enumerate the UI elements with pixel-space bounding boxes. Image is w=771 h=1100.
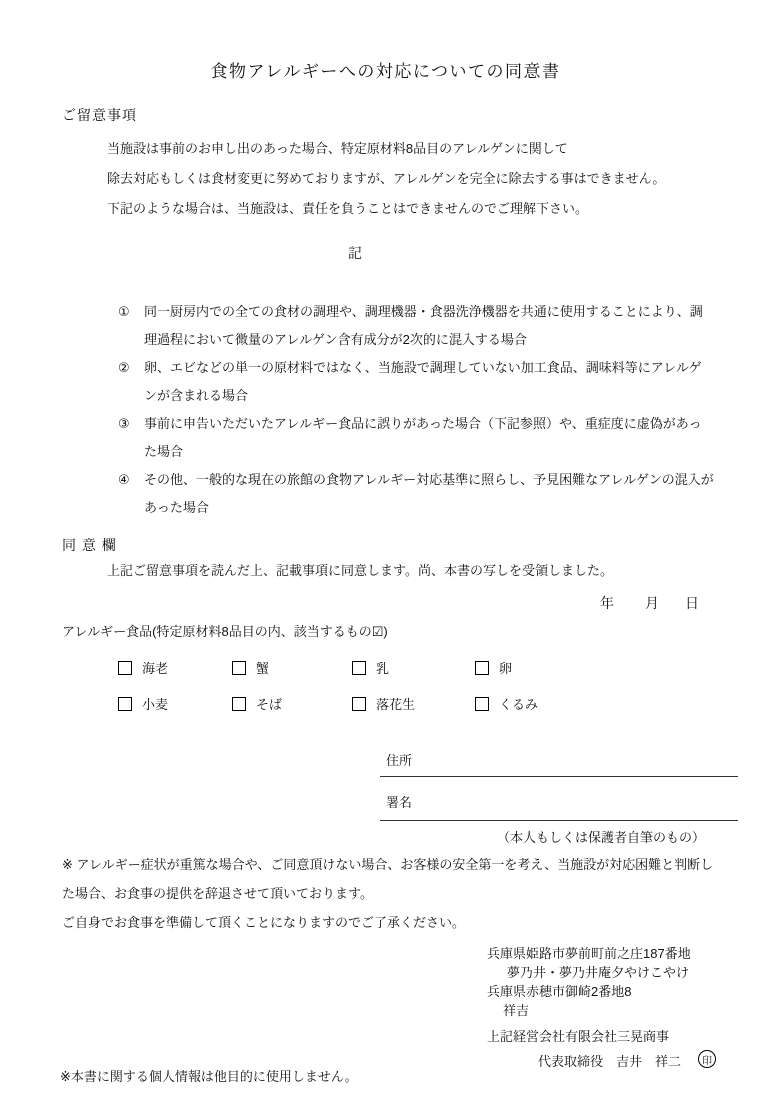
- list-item-text: その他、一般的な現在の旅館の食物アレルギー対応基準に照らし、予見困難なアレルゲンの混入があった場合: [144, 472, 714, 515]
- allergy-item-ebi: [118, 658, 168, 677]
- list-item-number: ④: [118, 472, 130, 487]
- ki-label: 記: [348, 245, 362, 261]
- checkbox-egg[interactable]: [475, 661, 489, 675]
- list-item-text: 同一厨房内での全ての食材の調理や、調理機器・食器洗浄機器を共通に使用することにより、調理過程において微量のアレルゲン含有成分が2次的に混入する場合: [144, 304, 703, 347]
- list-item: [118, 466, 714, 522]
- allergy-item-label: 落花生: [376, 697, 416, 712]
- list-item: [118, 298, 714, 354]
- allergy-item-walnut: [475, 694, 538, 713]
- allergy-item-milk: [352, 658, 389, 677]
- facility-address-1: 兵庫県姫路市夢前町前之庄187番地: [487, 946, 691, 961]
- notes-line: 下記のような場合は、当施設は、責任を負うことはできませんのでご理解下さい。: [107, 201, 589, 216]
- checkbox-wheat[interactable]: [118, 697, 132, 711]
- allergy-item-label: 小麦: [142, 697, 169, 712]
- signature-input-line[interactable]: [380, 792, 738, 821]
- privacy-note: ※本書に関する個人情報は他目的に使用しません。: [60, 1069, 358, 1084]
- company-name: 上記経営会社有限会社三晃商事: [487, 1029, 670, 1044]
- disclaimer-paragraph: ご自身でお食事を準備して頂くことになりますのでご了承ください。: [62, 915, 466, 930]
- allergy-food-label: アレルギー食品(特定原材料8品目の内、該当するもの☑): [62, 624, 388, 639]
- allergy-item-wheat: [118, 694, 168, 713]
- notes-line: 当施設は事前のお申し出のあった場合、特定原材料8品目のアレルゲンに関して: [107, 141, 568, 156]
- date-day-label: 日: [685, 595, 699, 611]
- signature-label: 署名: [386, 795, 413, 810]
- agreement-heading: 同 意 欄: [62, 537, 117, 553]
- notes-line: 除去対応もしくは食材変更に努めておりますが、アレルゲンを完全に除去する事はできません。: [107, 171, 666, 186]
- seal-icon: 印: [698, 1050, 716, 1068]
- allergy-item-label: くるみ: [499, 697, 539, 712]
- facility-name-2: 祥吉: [503, 1003, 530, 1018]
- disclaimer-paragraph: ※ アレルギー症状が重篤な場合や、ご同意頂けない場合、お客様の安全第一を考え、当施設が対応困難と判断した場合、お食事の提供を辞退させて頂いております。: [62, 857, 714, 901]
- list-item: [118, 410, 714, 466]
- allergy-item-label: そば: [256, 697, 283, 712]
- date-month-label: 月: [645, 595, 659, 611]
- checkbox-walnut[interactable]: [475, 697, 489, 711]
- checkbox-soba[interactable]: [232, 697, 246, 711]
- list-item: [118, 354, 714, 410]
- address-input-line[interactable]: [380, 750, 738, 777]
- checkbox-milk[interactable]: [352, 661, 366, 675]
- disclaimer: [62, 850, 714, 937]
- facility-name-1: 夢乃井・夢乃井庵夕やけこやけ: [507, 965, 690, 980]
- facility-address-2: 兵庫県赤穂市御崎2番地8: [487, 984, 632, 999]
- allergy-item-kani: [232, 658, 269, 677]
- allergy-item-label: 卵: [499, 661, 513, 676]
- list-item-text: 卵、エビなどの単一の原材料ではなく、当施設で調理していない加工食品、調味料等にアレルゲンが含まれる場合: [144, 360, 702, 403]
- allergy-item-label: 蟹: [256, 661, 270, 676]
- signature-note: （本人もしくは保護者自筆のもの）: [497, 830, 706, 845]
- allergy-item-label: 乳: [376, 661, 390, 676]
- allergy-item-egg: [475, 658, 512, 677]
- checkbox-ebi[interactable]: [118, 661, 132, 675]
- list-item-number: ①: [118, 304, 130, 319]
- checkbox-kani[interactable]: [232, 661, 246, 675]
- allergy-item-label: 海老: [142, 661, 169, 676]
- document-title: 食物アレルギーへの対応についての同意書: [210, 62, 561, 81]
- list-item-number: ③: [118, 416, 130, 431]
- address-label: 住所: [386, 753, 413, 768]
- date-year-label: 年: [600, 595, 614, 611]
- allergy-item-peanut: [352, 694, 415, 713]
- notes-heading: ご留意事項: [62, 107, 137, 123]
- list-item-text: 事前に申告いただいたアレルギー食品に誤りがあった場合（下記参照）や、重症度に虚偽があった場合: [144, 416, 702, 459]
- allergy-item-soba: [232, 694, 282, 713]
- notes-body: [107, 134, 727, 224]
- representative-name: 代表取締役 吉井 祥二: [538, 1054, 682, 1069]
- agreement-statement: 上記ご留意事項を読んだ上、記載事項に同意します。尚、本書の写しを受領しました。: [107, 563, 613, 578]
- checkbox-peanut[interactable]: [352, 697, 366, 711]
- list-item-number: ②: [118, 360, 130, 375]
- conditions-list: [118, 298, 714, 522]
